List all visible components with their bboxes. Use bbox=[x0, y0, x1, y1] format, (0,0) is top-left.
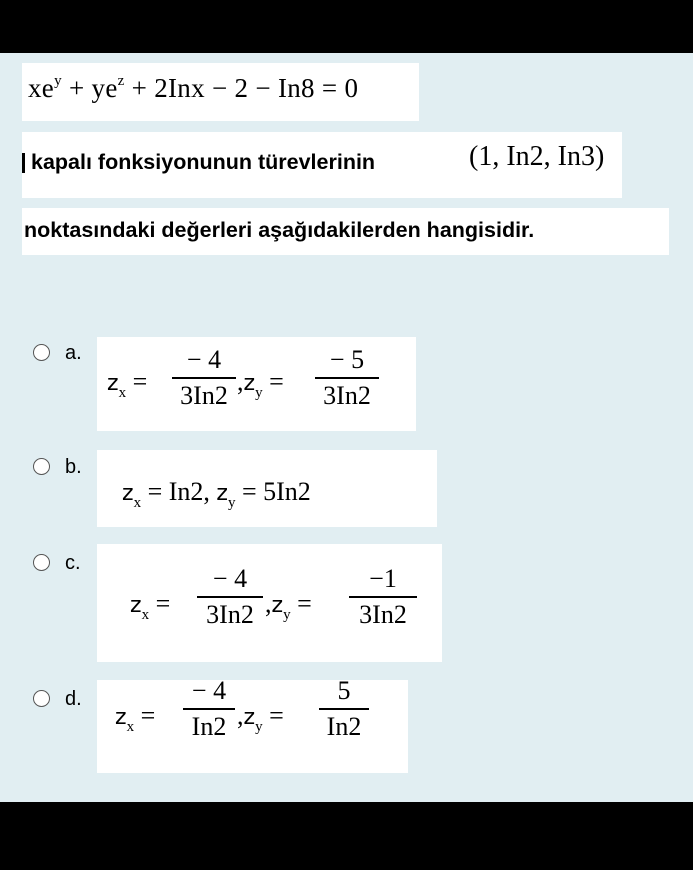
option-b-radio[interactable] bbox=[33, 458, 50, 475]
option-c-zx-fraction bbox=[197, 564, 263, 630]
option-c-zx-denominator: 3In2 bbox=[206, 599, 254, 629]
option-c-formula[interactable] bbox=[97, 544, 442, 662]
option-b-expression: $z_x = In2$, $z_y = 5In2$ bbox=[122, 477, 311, 511]
option-a-letter[interactable]: a. bbox=[65, 342, 82, 364]
option-c-zy-fraction bbox=[349, 564, 417, 630]
option-a-zy-denominator: 3In2 bbox=[323, 380, 371, 410]
option-a-zx-label: $z_x$ = bbox=[107, 367, 148, 401]
evaluation-point: (1, In2, In3) bbox=[469, 141, 605, 172]
option-a-formula[interactable] bbox=[97, 337, 416, 431]
question-line-2: noktasındaki değerleri aşağıdakilerden hangisidir. bbox=[24, 218, 535, 242]
option-d-formula[interactable] bbox=[97, 676, 408, 773]
option-d-zx-fraction bbox=[183, 676, 235, 742]
option-d-zx-denominator: In2 bbox=[191, 711, 227, 741]
option-d-radio[interactable] bbox=[33, 690, 50, 707]
option-c-radio[interactable] bbox=[33, 554, 50, 571]
option-c-zx-label: $z_x$ = bbox=[130, 589, 171, 623]
question-line-2-box bbox=[22, 208, 669, 255]
option-d-zy-label: $,z_y$ = bbox=[237, 701, 284, 735]
implicit-equation: $xe^y + ye^z + 2Inx - 2 - In8 = 0$ bbox=[28, 73, 359, 103]
option-b-letter[interactable]: b. bbox=[65, 456, 82, 478]
option-a-zy-label: $,z_y$ = bbox=[237, 367, 284, 401]
option-a-zy-fraction-bar bbox=[315, 377, 379, 379]
quiz-question-panel bbox=[0, 53, 693, 802]
option-a-zy-fraction bbox=[315, 345, 379, 411]
option-d-zy-denominator: In2 bbox=[326, 711, 362, 741]
option-c-zy-label: $,z_y$ = bbox=[265, 589, 312, 623]
option-d-zy-fraction bbox=[319, 676, 369, 742]
option-a-zx-denominator: 3In2 bbox=[180, 380, 228, 410]
text-cursor-mark bbox=[22, 153, 25, 173]
option-d-zx-label: $z_x$ = bbox=[115, 701, 156, 735]
option-a-zx-numerator: − 4 bbox=[186, 345, 222, 374]
option-c-zy-numerator: −1 bbox=[369, 564, 397, 593]
question-line-1-box bbox=[22, 132, 622, 198]
option-c-zx-numerator: − 4 bbox=[212, 564, 248, 593]
option-c-zy-denominator: 3In2 bbox=[359, 599, 407, 629]
option-c-zy-fraction-bar bbox=[349, 596, 417, 598]
option-d-zy-numerator: 5 bbox=[337, 676, 351, 705]
question-line-1: kapalı fonksiyonunun türevlerinin bbox=[31, 150, 376, 174]
option-d-zx-numerator: − 4 bbox=[191, 676, 227, 705]
option-d-zy-fraction-bar bbox=[319, 708, 369, 710]
option-d-zx-fraction-bar bbox=[183, 708, 235, 710]
option-a-zx-fraction-bar bbox=[172, 377, 236, 379]
option-c-letter[interactable]: c. bbox=[65, 552, 81, 574]
equation-box bbox=[22, 63, 419, 121]
option-d-letter[interactable]: d. bbox=[65, 688, 82, 710]
option-b-formula[interactable] bbox=[97, 450, 437, 527]
option-a-zy-numerator: − 5 bbox=[329, 345, 365, 374]
option-c-zx-fraction-bar bbox=[197, 596, 263, 598]
bottom-black-bar bbox=[0, 802, 693, 870]
option-a-radio[interactable] bbox=[33, 344, 50, 361]
option-a-zx-fraction bbox=[172, 345, 236, 411]
